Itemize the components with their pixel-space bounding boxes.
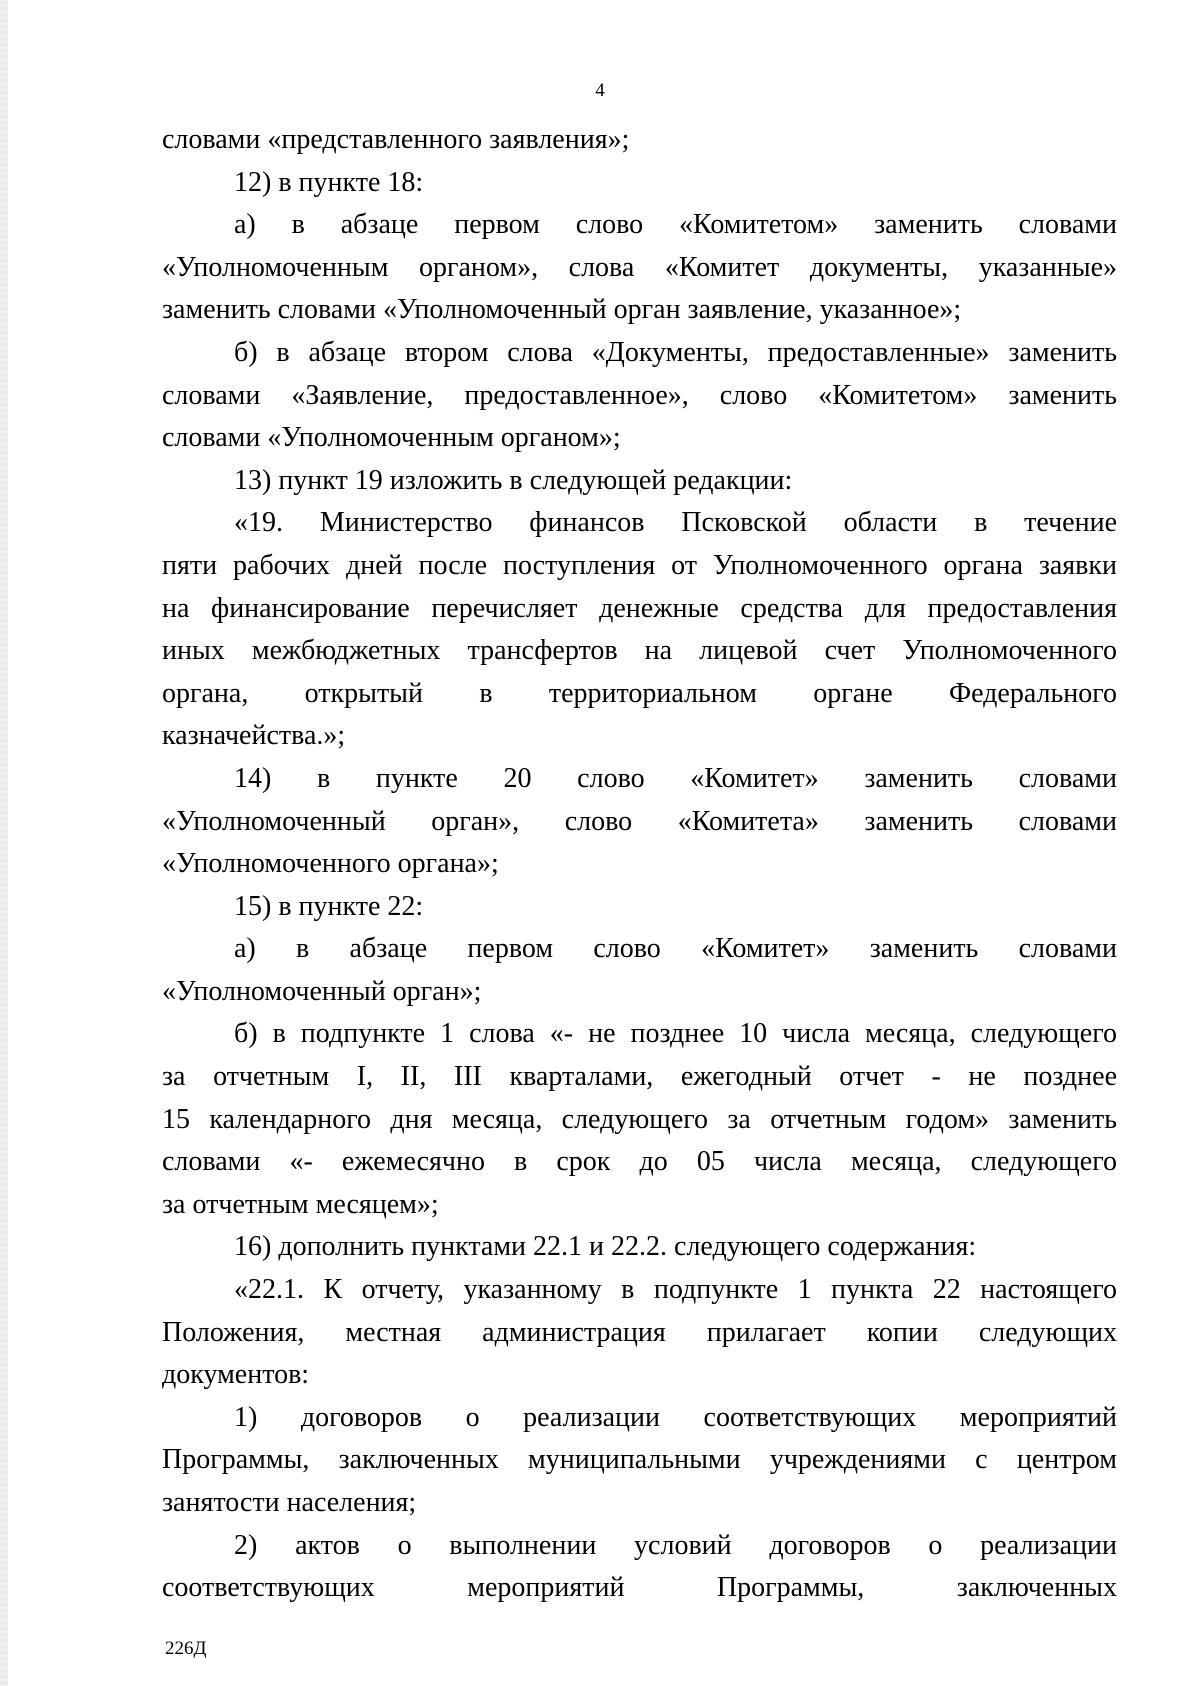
- text-line: казначейства.»;: [162, 720, 346, 752]
- text-line: заменить словами «Уполномоченный орган заявление, указанное»;: [162, 294, 962, 326]
- scan-edge-artifact: [0, 0, 8, 1686]
- text-line: словами «представленного заявления»;: [162, 124, 630, 155]
- text-line: Положения, местная администрация прилагает копии следующих: [162, 1316, 1117, 1348]
- text-line: а) в абзаце первом слово «Комитет» заменить словами: [234, 933, 1117, 965]
- text-line: соответствующих мероприятий Программы, заключенных: [162, 1572, 1117, 1604]
- text-line: словами «Заявление, предоставленное», слово «Комитетом» заменить: [162, 379, 1117, 411]
- text-line: «Уполномоченный орган», слово «Комитета» заменить словами: [162, 805, 1117, 837]
- page-number: 4: [595, 80, 605, 101]
- text-line: б) в абзаце втором слова «Документы, предоставленные» заменить: [234, 336, 1117, 368]
- text-line: 2) актов о выполнении условий договоров о реализации: [234, 1529, 1117, 1561]
- text-line: 15) в пункте 22:: [234, 890, 424, 922]
- text-line: на финансирование перечисляет денежные средства для предоставления: [162, 592, 1117, 624]
- text-line: 15 календарного дня месяца, следующего за отчетным годом» заменить: [162, 1103, 1117, 1135]
- text-line: 13) пункт 19 изложить в следующей редакции:: [234, 464, 793, 496]
- text-line: «19. Министерство финансов Псковской области в течение: [234, 507, 1117, 539]
- text-line: словами «Уполномоченным органом»;: [162, 422, 621, 454]
- document-body: [162, 119, 1117, 1610]
- text-line: «Уполномоченным органом», слова «Комитет документы, указанные»: [162, 251, 1117, 283]
- text-line: за отчетным месяцем»;: [162, 1188, 439, 1220]
- text-line: 16) дополнить пунктами 22.1 и 22.2. следующего содержания:: [234, 1231, 977, 1263]
- text-line: за отчетным I, II, III кварталами, ежегодный отчет - не позднее: [162, 1061, 1117, 1093]
- text-line: 14) в пункте 20 слово «Комитет» заменить словами: [234, 762, 1117, 794]
- text-line: пяти рабочих дней после поступления от Уполномоченного органа заявки: [162, 549, 1117, 581]
- text-line: б) в подпункте 1 слова «- не позднее 10 числа месяца, следующего: [234, 1018, 1117, 1050]
- text-line: «22.1. К отчету, указанному в подпункте 1 пункта 22 настоящего: [234, 1274, 1117, 1306]
- document-code: 226Д: [165, 1638, 207, 1659]
- text-line: «Уполномоченный орган»;: [162, 975, 482, 1007]
- text-line: иных межбюджетных трансфертов на лицевой счет Уполномоченного: [162, 635, 1117, 667]
- text-line: занятости населения;: [162, 1487, 417, 1518]
- text-line: 12) в пункте 18:: [234, 166, 424, 198]
- text-line: органа, открытый в территориальном органе Федерального: [162, 677, 1117, 709]
- text-line: Программы, заключенных муниципальными учреждениями с центром: [162, 1444, 1117, 1476]
- text-line: документов:: [162, 1359, 310, 1391]
- text-line: словами «- ежемесячно в срок до 05 числа месяца, следующего: [162, 1146, 1117, 1178]
- text-line: 1) договоров о реализации соответствующих мероприятий: [234, 1401, 1117, 1433]
- text-line: а) в абзаце первом слово «Комитетом» заменить словами: [234, 209, 1117, 241]
- text-line: «Уполномоченного органа»;: [162, 848, 499, 880]
